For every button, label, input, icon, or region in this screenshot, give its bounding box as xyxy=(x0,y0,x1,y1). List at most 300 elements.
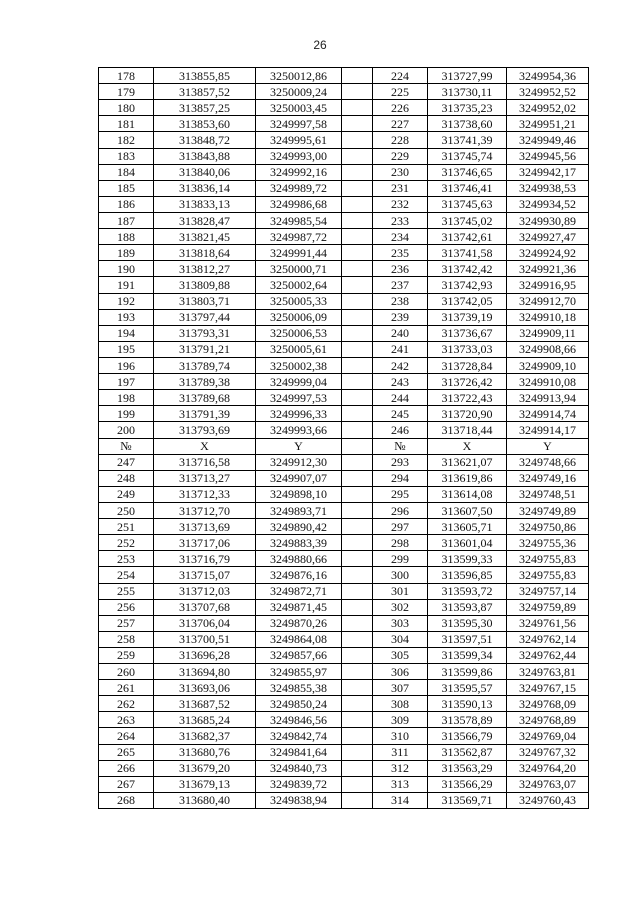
right-point-number-cell: 227 xyxy=(373,116,428,132)
right-point-number-cell: 234 xyxy=(373,229,428,245)
left-x-coordinate-cell: 313716,79 xyxy=(154,551,256,567)
left-x-coordinate-cell: 313848,72 xyxy=(154,132,256,148)
right-point-number-cell: 241 xyxy=(373,341,428,357)
right-point-number-cell: 238 xyxy=(373,293,428,309)
left-point-number-cell: 191 xyxy=(99,277,154,293)
table-row xyxy=(99,196,589,212)
table-row xyxy=(99,680,589,696)
right-point-number-cell: 242 xyxy=(373,357,428,373)
left-y-coordinate-cell: 3250006,09 xyxy=(256,309,342,325)
left-point-number-cell: 182 xyxy=(99,132,154,148)
spacer-cell xyxy=(342,583,373,599)
spacer-cell xyxy=(342,422,373,438)
left-y-coordinate-cell: 3249993,66 xyxy=(256,422,342,438)
table-row xyxy=(99,551,589,567)
left-y-coordinate-cell: 3249864,08 xyxy=(256,631,342,647)
table-row xyxy=(99,631,589,647)
header-left-y-coordinate-cell: Y xyxy=(256,438,342,454)
right-y-coordinate-cell: 3249914,74 xyxy=(507,406,589,422)
left-x-coordinate-cell: 313700,51 xyxy=(154,631,256,647)
right-point-number-cell: 236 xyxy=(373,261,428,277)
coordinates-table xyxy=(98,67,589,809)
right-y-coordinate-cell: 3249954,36 xyxy=(507,68,589,84)
right-y-coordinate-cell: 3249942,17 xyxy=(507,164,589,180)
left-x-coordinate-cell: 313679,13 xyxy=(154,776,256,792)
left-point-number-cell: 253 xyxy=(99,551,154,567)
right-y-coordinate-cell: 3249951,21 xyxy=(507,116,589,132)
left-x-coordinate-cell: 313833,13 xyxy=(154,196,256,212)
right-x-coordinate-cell: 313595,57 xyxy=(428,680,507,696)
right-x-coordinate-cell: 313742,93 xyxy=(428,277,507,293)
right-y-coordinate-cell: 3249910,08 xyxy=(507,374,589,390)
left-x-coordinate-cell: 313707,68 xyxy=(154,599,256,615)
left-point-number-cell: 259 xyxy=(99,647,154,663)
left-point-number-cell: 255 xyxy=(99,583,154,599)
left-x-coordinate-cell: 313713,27 xyxy=(154,470,256,486)
right-x-coordinate-cell: 313741,39 xyxy=(428,132,507,148)
right-x-coordinate-cell: 313730,11 xyxy=(428,84,507,100)
spacer-cell xyxy=(342,390,373,406)
left-point-number-cell: 181 xyxy=(99,116,154,132)
right-point-number-cell: 313 xyxy=(373,776,428,792)
right-y-coordinate-cell: 3249909,11 xyxy=(507,325,589,341)
right-x-coordinate-cell: 313742,05 xyxy=(428,293,507,309)
right-y-coordinate-cell: 3249914,17 xyxy=(507,422,589,438)
left-point-number-cell: 192 xyxy=(99,293,154,309)
right-y-coordinate-cell: 3249913,94 xyxy=(507,390,589,406)
left-y-coordinate-cell: 3249871,45 xyxy=(256,599,342,615)
right-point-number-cell: 308 xyxy=(373,696,428,712)
left-point-number-cell: 261 xyxy=(99,680,154,696)
left-point-number-cell: 180 xyxy=(99,100,154,116)
left-point-number-cell: 187 xyxy=(99,212,154,228)
right-x-coordinate-cell: 313741,58 xyxy=(428,245,507,261)
right-x-coordinate-cell: 313739,19 xyxy=(428,309,507,325)
right-x-coordinate-cell: 313736,67 xyxy=(428,325,507,341)
right-y-coordinate-cell: 3249952,52 xyxy=(507,84,589,100)
spacer-cell xyxy=(342,309,373,325)
table-row xyxy=(99,696,589,712)
right-y-coordinate-cell: 3249750,86 xyxy=(507,519,589,535)
coordinates-table-body xyxy=(99,68,589,809)
table-row xyxy=(99,180,589,196)
left-point-number-cell: 249 xyxy=(99,486,154,502)
left-y-coordinate-cell: 3249872,71 xyxy=(256,583,342,599)
left-y-coordinate-cell: 3249997,58 xyxy=(256,116,342,132)
right-x-coordinate-cell: 313745,02 xyxy=(428,212,507,228)
left-x-coordinate-cell: 313840,06 xyxy=(154,164,256,180)
left-x-coordinate-cell: 313789,74 xyxy=(154,357,256,373)
right-y-coordinate-cell: 3249910,18 xyxy=(507,309,589,325)
right-y-coordinate-cell: 3249908,66 xyxy=(507,341,589,357)
header-right-point-number-cell: № xyxy=(373,438,428,454)
right-point-number-cell: 306 xyxy=(373,664,428,680)
left-x-coordinate-cell: 313687,52 xyxy=(154,696,256,712)
right-y-coordinate-cell: 3249755,83 xyxy=(507,567,589,583)
spacer-cell xyxy=(342,680,373,696)
right-point-number-cell: 300 xyxy=(373,567,428,583)
table-row xyxy=(99,486,589,502)
left-x-coordinate-cell: 313809,88 xyxy=(154,277,256,293)
left-y-coordinate-cell: 3249995,61 xyxy=(256,132,342,148)
right-x-coordinate-cell: 313745,63 xyxy=(428,196,507,212)
right-y-coordinate-cell: 3249748,51 xyxy=(507,486,589,502)
left-point-number-cell: 247 xyxy=(99,454,154,470)
left-x-coordinate-cell: 313803,71 xyxy=(154,293,256,309)
header-row xyxy=(99,438,589,454)
right-x-coordinate-cell: 313596,85 xyxy=(428,567,507,583)
right-x-coordinate-cell: 313597,51 xyxy=(428,631,507,647)
right-x-coordinate-cell: 313566,79 xyxy=(428,728,507,744)
left-x-coordinate-cell: 313843,88 xyxy=(154,148,256,164)
table-row xyxy=(99,776,589,792)
table-row xyxy=(99,792,589,808)
right-y-coordinate-cell: 3249764,20 xyxy=(507,760,589,776)
left-y-coordinate-cell: 3249855,97 xyxy=(256,664,342,680)
left-y-coordinate-cell: 3250009,24 xyxy=(256,84,342,100)
right-y-coordinate-cell: 3249945,56 xyxy=(507,148,589,164)
left-y-coordinate-cell: 3249840,73 xyxy=(256,760,342,776)
spacer-cell xyxy=(342,712,373,728)
left-x-coordinate-cell: 313855,85 xyxy=(154,68,256,84)
left-x-coordinate-cell: 313789,38 xyxy=(154,374,256,390)
right-y-coordinate-cell: 3249763,81 xyxy=(507,664,589,680)
right-y-coordinate-cell: 3249934,52 xyxy=(507,196,589,212)
left-y-coordinate-cell: 3249996,33 xyxy=(256,406,342,422)
left-point-number-cell: 186 xyxy=(99,196,154,212)
right-point-number-cell: 233 xyxy=(373,212,428,228)
spacer-cell xyxy=(342,470,373,486)
left-point-number-cell: 190 xyxy=(99,261,154,277)
left-point-number-cell: 189 xyxy=(99,245,154,261)
right-point-number-cell: 301 xyxy=(373,583,428,599)
left-y-coordinate-cell: 3249898,10 xyxy=(256,486,342,502)
right-x-coordinate-cell: 313563,29 xyxy=(428,760,507,776)
right-y-coordinate-cell: 3249952,02 xyxy=(507,100,589,116)
right-point-number-cell: 314 xyxy=(373,792,428,808)
spacer-cell xyxy=(342,116,373,132)
right-y-coordinate-cell: 3249755,36 xyxy=(507,535,589,551)
spacer-cell xyxy=(342,454,373,470)
table-row xyxy=(99,374,589,390)
spacer-cell xyxy=(342,245,373,261)
right-point-number-cell: 299 xyxy=(373,551,428,567)
right-y-coordinate-cell: 3249759,89 xyxy=(507,599,589,615)
right-x-coordinate-cell: 313720,90 xyxy=(428,406,507,422)
spacer-cell xyxy=(342,535,373,551)
spacer-cell xyxy=(342,212,373,228)
right-point-number-cell: 312 xyxy=(373,760,428,776)
left-point-number-cell: 198 xyxy=(99,390,154,406)
right-x-coordinate-cell: 313619,86 xyxy=(428,470,507,486)
right-x-coordinate-cell: 313599,86 xyxy=(428,664,507,680)
right-y-coordinate-cell: 3249748,66 xyxy=(507,454,589,470)
right-y-coordinate-cell: 3249755,83 xyxy=(507,551,589,567)
right-y-coordinate-cell: 3249938,53 xyxy=(507,180,589,196)
right-x-coordinate-cell: 313738,60 xyxy=(428,116,507,132)
spacer-cell xyxy=(342,792,373,808)
left-point-number-cell: 266 xyxy=(99,760,154,776)
right-point-number-cell: 310 xyxy=(373,728,428,744)
left-x-coordinate-cell: 313696,28 xyxy=(154,647,256,663)
left-x-coordinate-cell: 313716,58 xyxy=(154,454,256,470)
header-left-x-coordinate-cell: X xyxy=(154,438,256,454)
right-x-coordinate-cell: 313726,42 xyxy=(428,374,507,390)
right-x-coordinate-cell: 313718,44 xyxy=(428,422,507,438)
right-point-number-cell: 305 xyxy=(373,647,428,663)
spacer-cell xyxy=(342,502,373,518)
right-x-coordinate-cell: 313727,99 xyxy=(428,68,507,84)
spacer-cell xyxy=(342,132,373,148)
left-y-coordinate-cell: 3249870,26 xyxy=(256,615,342,631)
left-x-coordinate-cell: 313712,70 xyxy=(154,502,256,518)
left-x-coordinate-cell: 313679,20 xyxy=(154,760,256,776)
right-point-number-cell: 297 xyxy=(373,519,428,535)
table-row xyxy=(99,132,589,148)
right-point-number-cell: 235 xyxy=(373,245,428,261)
right-y-coordinate-cell: 3249916,95 xyxy=(507,277,589,293)
left-y-coordinate-cell: 3249985,54 xyxy=(256,212,342,228)
left-y-coordinate-cell: 3250002,64 xyxy=(256,277,342,293)
left-y-coordinate-cell: 3249989,72 xyxy=(256,180,342,196)
right-x-coordinate-cell: 313595,30 xyxy=(428,615,507,631)
right-point-number-cell: 230 xyxy=(373,164,428,180)
table-row xyxy=(99,583,589,599)
right-x-coordinate-cell: 313742,42 xyxy=(428,261,507,277)
table-row xyxy=(99,760,589,776)
spacer-cell xyxy=(342,664,373,680)
spacer-cell xyxy=(342,277,373,293)
left-x-coordinate-cell: 313857,52 xyxy=(154,84,256,100)
right-y-coordinate-cell: 3249762,14 xyxy=(507,631,589,647)
left-y-coordinate-cell: 3249999,04 xyxy=(256,374,342,390)
left-x-coordinate-cell: 313680,76 xyxy=(154,744,256,760)
table-row xyxy=(99,502,589,518)
right-y-coordinate-cell: 3249769,04 xyxy=(507,728,589,744)
table-row xyxy=(99,615,589,631)
table-row xyxy=(99,261,589,277)
right-x-coordinate-cell: 313605,71 xyxy=(428,519,507,535)
right-point-number-cell: 309 xyxy=(373,712,428,728)
left-x-coordinate-cell: 313693,06 xyxy=(154,680,256,696)
left-point-number-cell: 250 xyxy=(99,502,154,518)
left-point-number-cell: 265 xyxy=(99,744,154,760)
right-x-coordinate-cell: 313621,07 xyxy=(428,454,507,470)
table-row xyxy=(99,390,589,406)
right-point-number-cell: 293 xyxy=(373,454,428,470)
left-y-coordinate-cell: 3250003,45 xyxy=(256,100,342,116)
right-point-number-cell: 244 xyxy=(373,390,428,406)
left-x-coordinate-cell: 313853,60 xyxy=(154,116,256,132)
table-row xyxy=(99,599,589,615)
right-x-coordinate-cell: 313746,65 xyxy=(428,164,507,180)
left-point-number-cell: 193 xyxy=(99,309,154,325)
left-x-coordinate-cell: 313818,64 xyxy=(154,245,256,261)
left-point-number-cell: 252 xyxy=(99,535,154,551)
right-x-coordinate-cell: 313722,43 xyxy=(428,390,507,406)
left-y-coordinate-cell: 3249876,16 xyxy=(256,567,342,583)
spacer-cell xyxy=(342,84,373,100)
left-x-coordinate-cell: 313680,40 xyxy=(154,792,256,808)
right-point-number-cell: 307 xyxy=(373,680,428,696)
table-row xyxy=(99,148,589,164)
right-y-coordinate-cell: 3249768,89 xyxy=(507,712,589,728)
left-x-coordinate-cell: 313793,31 xyxy=(154,325,256,341)
right-point-number-cell: 229 xyxy=(373,148,428,164)
left-point-number-cell: 185 xyxy=(99,180,154,196)
right-point-number-cell: 231 xyxy=(373,180,428,196)
right-y-coordinate-cell: 3249909,10 xyxy=(507,357,589,373)
table-row xyxy=(99,212,589,228)
spacer-cell xyxy=(342,164,373,180)
left-point-number-cell: 178 xyxy=(99,68,154,84)
right-point-number-cell: 302 xyxy=(373,599,428,615)
table-row xyxy=(99,357,589,373)
table-row xyxy=(99,422,589,438)
left-y-coordinate-cell: 3249880,66 xyxy=(256,551,342,567)
left-y-coordinate-cell: 3249992,16 xyxy=(256,164,342,180)
right-x-coordinate-cell: 313601,04 xyxy=(428,535,507,551)
right-x-coordinate-cell: 313614,08 xyxy=(428,486,507,502)
left-y-coordinate-cell: 3249839,72 xyxy=(256,776,342,792)
spacer-cell xyxy=(342,760,373,776)
right-point-number-cell: 224 xyxy=(373,68,428,84)
left-point-number-cell: 256 xyxy=(99,599,154,615)
left-x-coordinate-cell: 313706,04 xyxy=(154,615,256,631)
spacer-cell xyxy=(342,438,373,454)
table-row xyxy=(99,519,589,535)
left-y-coordinate-cell: 3250005,61 xyxy=(256,341,342,357)
left-point-number-cell: 251 xyxy=(99,519,154,535)
spacer-cell xyxy=(342,261,373,277)
left-y-coordinate-cell: 3249850,24 xyxy=(256,696,342,712)
right-x-coordinate-cell: 313593,72 xyxy=(428,583,507,599)
spacer-cell xyxy=(342,776,373,792)
left-x-coordinate-cell: 313712,33 xyxy=(154,486,256,502)
right-y-coordinate-cell: 3249757,14 xyxy=(507,583,589,599)
left-x-coordinate-cell: 313713,69 xyxy=(154,519,256,535)
spacer-cell xyxy=(342,229,373,245)
table-row xyxy=(99,309,589,325)
right-x-coordinate-cell: 313733,03 xyxy=(428,341,507,357)
left-point-number-cell: 200 xyxy=(99,422,154,438)
left-y-coordinate-cell: 3249907,07 xyxy=(256,470,342,486)
left-y-coordinate-cell: 3249838,94 xyxy=(256,792,342,808)
right-point-number-cell: 232 xyxy=(373,196,428,212)
left-y-coordinate-cell: 3249997,53 xyxy=(256,390,342,406)
right-point-number-cell: 226 xyxy=(373,100,428,116)
header-right-x-coordinate-cell: X xyxy=(428,438,507,454)
right-x-coordinate-cell: 313590,13 xyxy=(428,696,507,712)
right-y-coordinate-cell: 3249924,92 xyxy=(507,245,589,261)
left-x-coordinate-cell: 313789,68 xyxy=(154,390,256,406)
page-number: 26 xyxy=(313,38,327,52)
right-y-coordinate-cell: 3249761,56 xyxy=(507,615,589,631)
spacer-cell xyxy=(342,744,373,760)
left-x-coordinate-cell: 313836,14 xyxy=(154,180,256,196)
right-y-coordinate-cell: 3249767,15 xyxy=(507,680,589,696)
spacer-cell xyxy=(342,196,373,212)
left-y-coordinate-cell: 3250012,86 xyxy=(256,68,342,84)
left-x-coordinate-cell: 313685,24 xyxy=(154,712,256,728)
left-y-coordinate-cell: 3250006,53 xyxy=(256,325,342,341)
right-y-coordinate-cell: 3249767,32 xyxy=(507,744,589,760)
spacer-cell xyxy=(342,293,373,309)
spacer-cell xyxy=(342,341,373,357)
table-row xyxy=(99,341,589,357)
right-x-coordinate-cell: 313742,61 xyxy=(428,229,507,245)
left-x-coordinate-cell: 313694,80 xyxy=(154,664,256,680)
spacer-cell xyxy=(342,486,373,502)
table-row xyxy=(99,712,589,728)
left-x-coordinate-cell: 313857,25 xyxy=(154,100,256,116)
table-row xyxy=(99,728,589,744)
left-point-number-cell: 254 xyxy=(99,567,154,583)
right-y-coordinate-cell: 3249763,07 xyxy=(507,776,589,792)
table-row xyxy=(99,647,589,663)
table-row xyxy=(99,277,589,293)
right-point-number-cell: 298 xyxy=(373,535,428,551)
left-x-coordinate-cell: 313791,21 xyxy=(154,341,256,357)
right-point-number-cell: 311 xyxy=(373,744,428,760)
spacer-cell xyxy=(342,148,373,164)
right-x-coordinate-cell: 313745,74 xyxy=(428,148,507,164)
right-x-coordinate-cell: 313599,33 xyxy=(428,551,507,567)
left-x-coordinate-cell: 313682,37 xyxy=(154,728,256,744)
left-point-number-cell: 263 xyxy=(99,712,154,728)
left-x-coordinate-cell: 313821,45 xyxy=(154,229,256,245)
table-row xyxy=(99,229,589,245)
left-point-number-cell: 267 xyxy=(99,776,154,792)
table-row xyxy=(99,100,589,116)
right-y-coordinate-cell: 3249749,89 xyxy=(507,502,589,518)
table-row xyxy=(99,664,589,680)
right-point-number-cell: 303 xyxy=(373,615,428,631)
table-row xyxy=(99,245,589,261)
right-y-coordinate-cell: 3249930,89 xyxy=(507,212,589,228)
left-y-coordinate-cell: 3250005,33 xyxy=(256,293,342,309)
right-point-number-cell: 245 xyxy=(373,406,428,422)
right-point-number-cell: 294 xyxy=(373,470,428,486)
left-x-coordinate-cell: 313712,03 xyxy=(154,583,256,599)
left-x-coordinate-cell: 313717,06 xyxy=(154,535,256,551)
spacer-cell xyxy=(342,615,373,631)
left-y-coordinate-cell: 3249912,30 xyxy=(256,454,342,470)
left-x-coordinate-cell: 313828,47 xyxy=(154,212,256,228)
table-row xyxy=(99,325,589,341)
right-x-coordinate-cell: 313578,89 xyxy=(428,712,507,728)
table-row xyxy=(99,293,589,309)
right-y-coordinate-cell: 3249927,47 xyxy=(507,229,589,245)
header-right-y-coordinate-cell: Y xyxy=(507,438,589,454)
right-y-coordinate-cell: 3249768,09 xyxy=(507,696,589,712)
left-point-number-cell: 257 xyxy=(99,615,154,631)
spacer-cell xyxy=(342,631,373,647)
left-y-coordinate-cell: 3249842,74 xyxy=(256,728,342,744)
left-x-coordinate-cell: 313793,69 xyxy=(154,422,256,438)
right-point-number-cell: 228 xyxy=(373,132,428,148)
left-x-coordinate-cell: 313812,27 xyxy=(154,261,256,277)
left-point-number-cell: 262 xyxy=(99,696,154,712)
right-y-coordinate-cell: 3249912,70 xyxy=(507,293,589,309)
left-y-coordinate-cell: 3250000,71 xyxy=(256,261,342,277)
left-point-number-cell: 179 xyxy=(99,84,154,100)
right-point-number-cell: 237 xyxy=(373,277,428,293)
spacer-cell xyxy=(342,374,373,390)
table-row xyxy=(99,116,589,132)
left-point-number-cell: 197 xyxy=(99,374,154,390)
table-row xyxy=(99,68,589,84)
